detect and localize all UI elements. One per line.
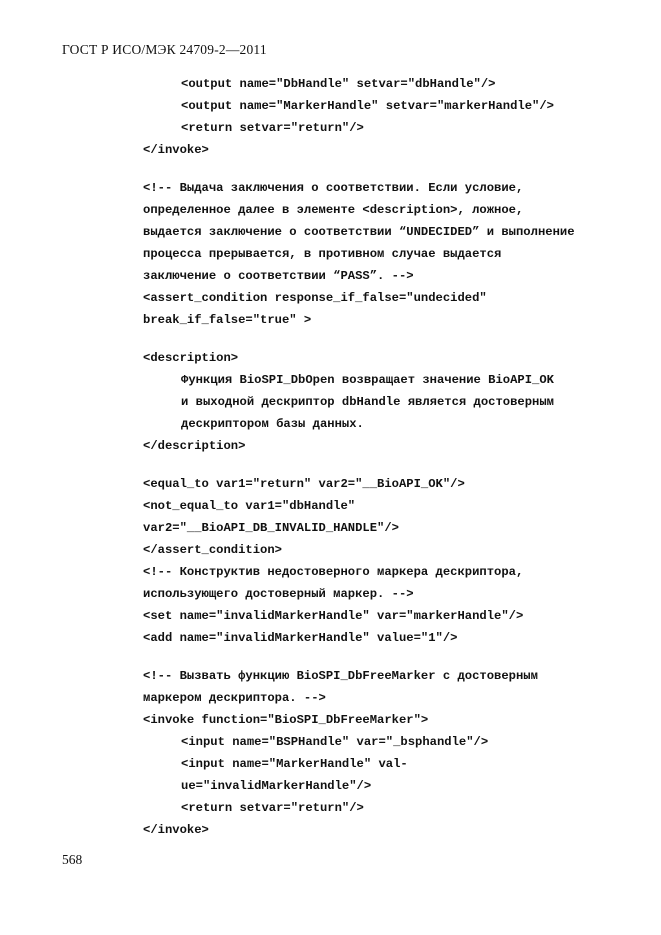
code-line: <input name="MarkerHandle" val-: [181, 757, 408, 771]
code-line: <description>: [143, 351, 239, 365]
code-comment-line: маркером дескриптора. -->: [143, 691, 326, 705]
code-line: <not_equal_to var1="dbHandle": [143, 499, 356, 513]
code-line: break_if_false="true" >: [143, 313, 312, 327]
code-line: </invoke>: [143, 823, 209, 837]
code-comment-line: выдается заключение о соответствии “UNDECIDED” и выполнение: [143, 225, 575, 239]
code-line: </description>: [143, 439, 246, 453]
code-line: дескриптором базы данных.: [181, 417, 364, 431]
code-line: <invoke function="BioSPI_DbFreeMarker">: [143, 713, 429, 727]
code-comment-line: заключение о соответствии “PASS”. -->: [143, 269, 414, 283]
code-line: <add name="invalidMarkerHandle" value="1"/>: [143, 631, 458, 645]
code-line: <return setvar="return"/>: [181, 121, 364, 135]
code-line: <output name="MarkerHandle" setvar="markerHandle"/>: [181, 99, 554, 113]
code-line: </invoke>: [143, 143, 209, 157]
code-line: <return setvar="return"/>: [181, 801, 364, 815]
code-line: ue="invalidMarkerHandle"/>: [181, 779, 372, 793]
page-header: ГОСТ Р ИСО/МЭК 24709-2—2011: [62, 42, 267, 57]
code-comment-line: использующего достоверный маркер. -->: [143, 587, 414, 601]
page-number: 568: [62, 852, 83, 867]
code-comment-line: <!-- Выдача заключения о соответствии. Если условие,: [143, 181, 524, 195]
code-comment-line: <!-- Конструктив недостоверного маркера дескриптора,: [143, 565, 524, 579]
code-comment-line: определенное далее в элементе <description>, ложное,: [143, 203, 524, 217]
code-line: <assert_condition response_if_false="undecided": [143, 291, 487, 305]
code-line: <output name="DbHandle" setvar="dbHandle"/>: [181, 77, 496, 91]
code-line: <set name="invalidMarkerHandle" var="markerHandle"/>: [143, 609, 524, 623]
code-line: Функция BioSPI_DbOpen возвращает значение BioAPI_OK: [181, 373, 554, 387]
code-line: <equal_to var1="return" var2="__BioAPI_OK"/>: [143, 477, 465, 491]
code-line: var2="__BioAPI_DB_INVALID_HANDLE"/>: [143, 521, 399, 535]
code-line: и выходной дескриптор dbHandle является достоверным: [181, 395, 554, 409]
code-line: <input name="BSPHandle" var="_bsphandle"/>: [181, 735, 489, 749]
code-comment-line: процесса прерывается, в противном случае выдается: [143, 247, 502, 261]
code-comment-line: <!-- Вызвать функцию BioSPI_DbFreeMarker с достоверным: [143, 669, 538, 683]
code-line: </assert_condition>: [143, 543, 282, 557]
